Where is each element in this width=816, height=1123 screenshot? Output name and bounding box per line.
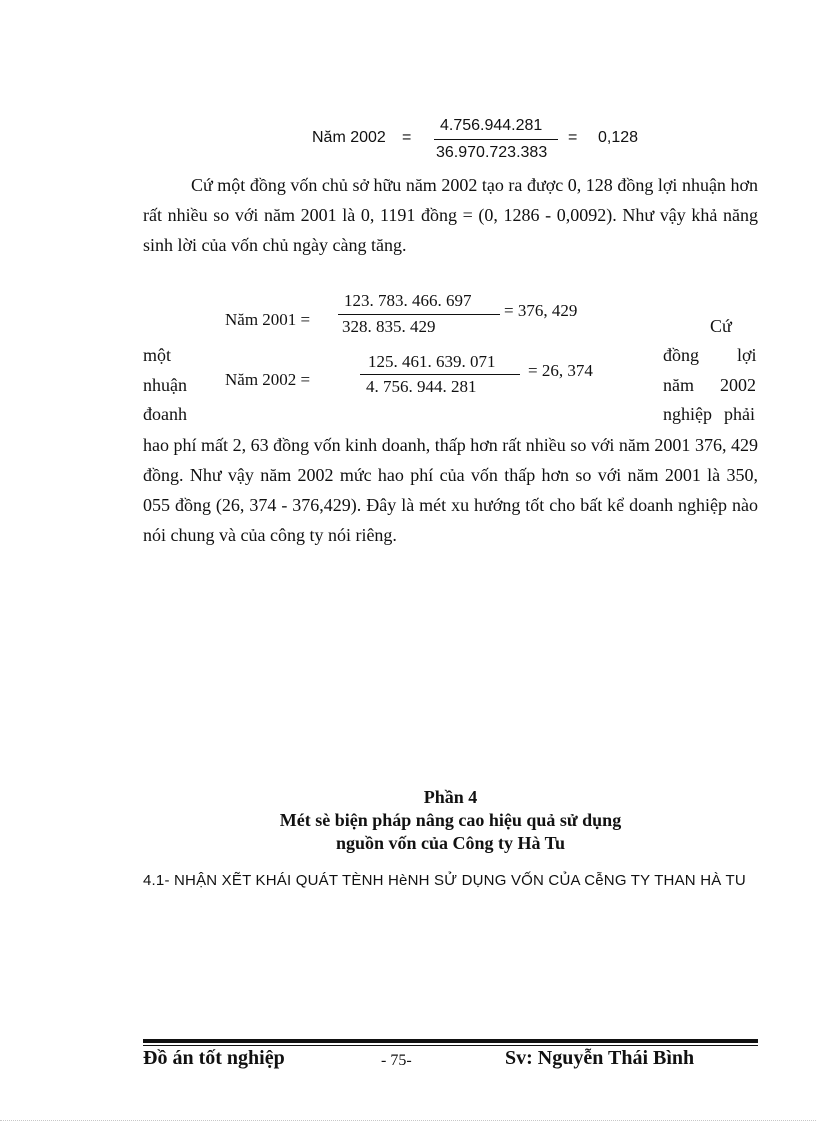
part-title-line-2: nguồn vốn của Công ty Hà Tu (335, 833, 566, 853)
side-word: đồng (663, 345, 699, 365)
equals-sign: = (402, 129, 412, 146)
footer-author: Sv: Nguyễn Thái Bình (505, 1047, 695, 1069)
side-word: 2002 (720, 375, 756, 395)
fraction-numerator: 123. 783. 466. 697 (344, 291, 472, 310)
side-word: một (143, 345, 172, 365)
part-title-line-1: Mét sè biện pháp nâng cao hiệu quả sử dụng (279, 810, 622, 830)
paragraph-roe (143, 170, 758, 260)
fraction-denominator: 328. 835. 429 (342, 317, 436, 336)
part-heading (143, 786, 758, 855)
part-number: Phần 4 (423, 787, 478, 807)
fraction-denominator: 4. 756. 944. 281 (366, 377, 477, 396)
side-word: lợi (737, 345, 757, 365)
paragraph-text: hao phí mất 2, 63 đồng vốn kinh doanh, thấp hơn rất nhiều so với năm 2001 376, 429 đồng. Như vậy năm 2002 mức hao phí của vốn thấp hơn so với năm 2001 là 350, 055 đồng (26, 374 - 376,429). Đây là mét xu hướng tốt cho bất kể doanh nghiệp nào nói chung và của công ty nói riêng. (143, 435, 758, 545)
footer-rule-thin (143, 1045, 758, 1046)
equation-result: = 26, 374 (528, 361, 593, 380)
equation-result: 0,128 (598, 129, 639, 146)
equation-label: Năm 2002 = (225, 370, 311, 389)
result-equals-sign: = (568, 129, 578, 146)
equation-result: = 376, 429 (504, 301, 578, 320)
side-word: Cứ (710, 316, 732, 336)
fraction-denominator: 36.970.723.383 (436, 144, 548, 161)
side-word: đoanh (143, 404, 187, 424)
fraction-bar (360, 374, 520, 375)
equation-label: Năm 2002 (312, 129, 386, 146)
fraction-bar (434, 139, 558, 140)
paragraph-text: Cứ một đồng vốn chủ sở hữu năm 2002 tạo ra được 0, 128 đồng lợi nhuận hơn rất nhiều so với năm 2001 là 0, 1191 đồng = (0, 1286 - 0,0092). Như vậy khả năng sinh lời của vốn chủ ngày càng tăng. (143, 175, 758, 255)
fraction-bar (338, 314, 500, 315)
paragraph-cost (143, 430, 758, 550)
side-word: phải (724, 404, 755, 424)
side-word: nhuận (143, 375, 187, 395)
fraction-numerator: 125. 461. 639. 071 (368, 352, 496, 371)
fraction-numerator: 4.756.944.281 (440, 117, 543, 134)
equation-label: Năm 2001 = (225, 310, 311, 329)
side-word: nghiệp (663, 404, 712, 424)
footer-rule-thick (143, 1039, 758, 1043)
side-word: năm (663, 375, 694, 395)
page-number: - 75- (381, 1052, 412, 1069)
page-edge-dotted (0, 1120, 816, 1122)
section-title: 4.1- NHẬN XẼT KHÁI QUÁT TÈNH HèNH SỬ DỤNG VỐN CỦA CễNG TY THAN HÀ TU (143, 872, 746, 889)
footer-title: Đồ án tốt nghiệp (143, 1047, 285, 1069)
